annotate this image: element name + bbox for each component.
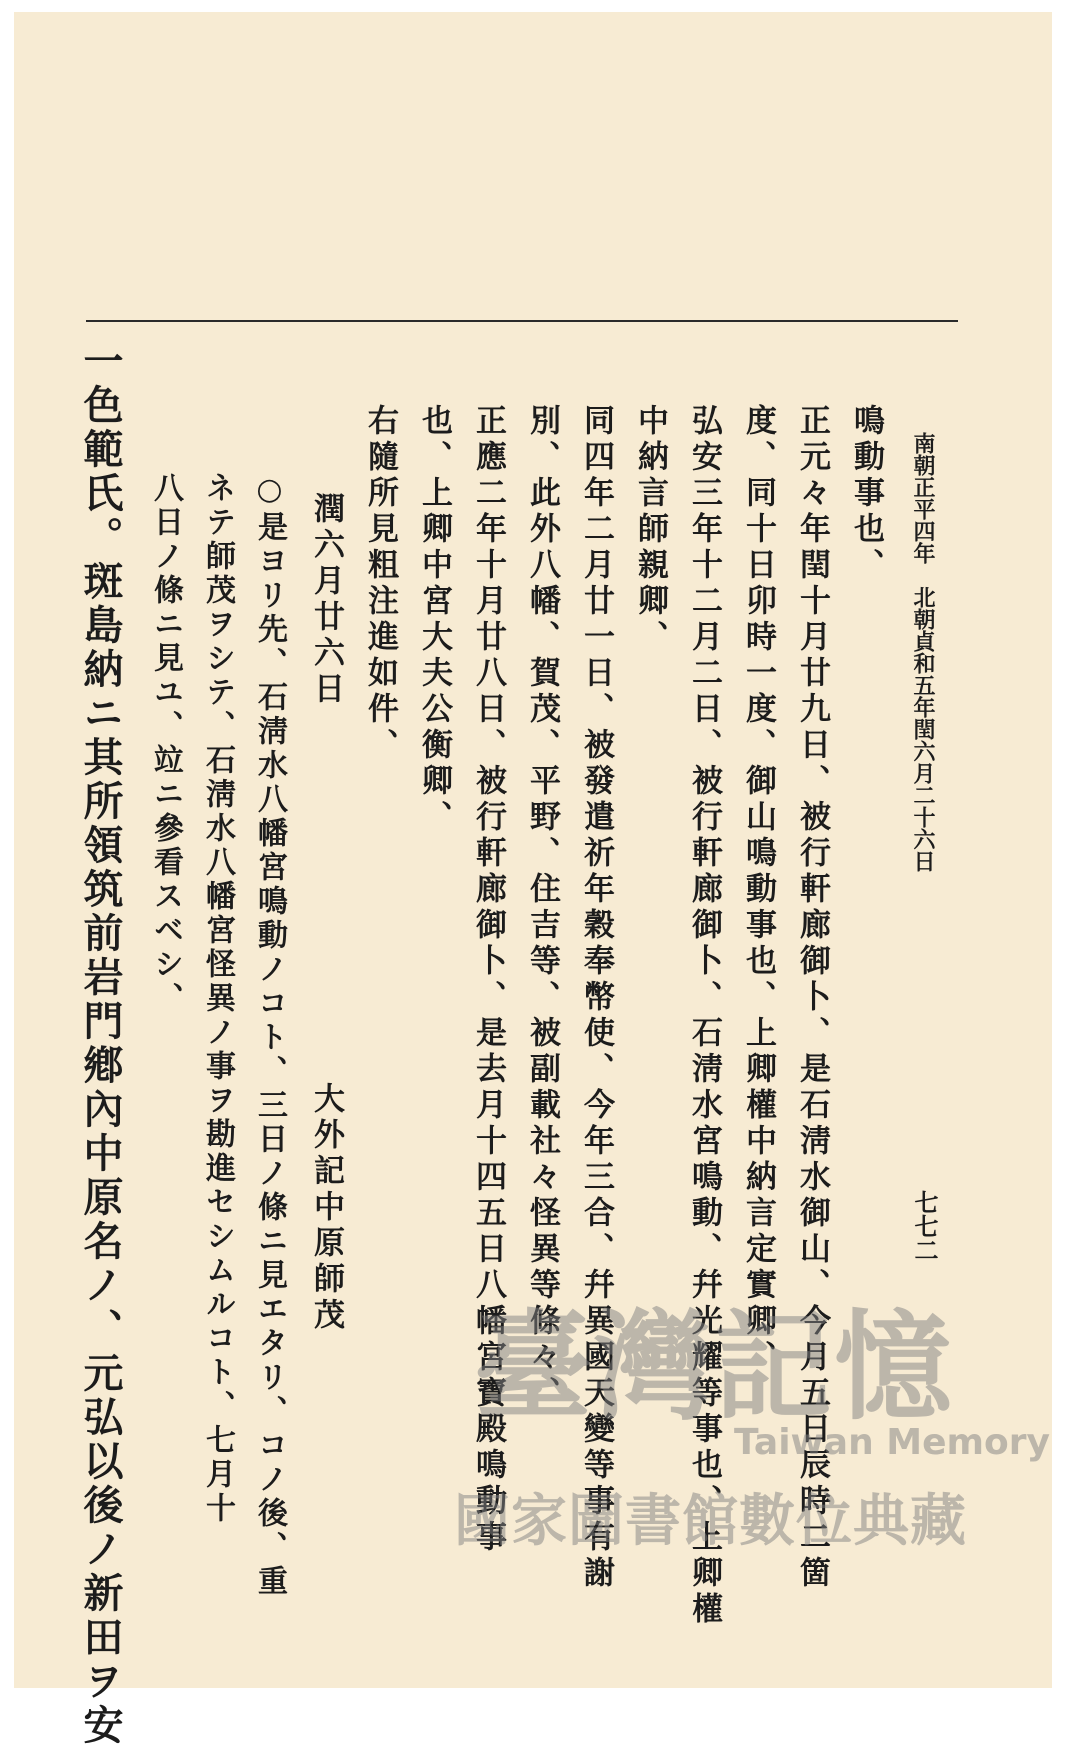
body-line-2: 正元々年閏十月廿九日、被行軒廊御卜、是石淸水御山、今月五日辰時二箇 xyxy=(794,404,830,1592)
editor-note-line-3: 八日ノ條ニ見ユ、竝ニ參看スベシ、 xyxy=(148,472,183,1016)
body-line-3: 度、同十日卯時一度、御山鳴動事也、上卿權中納言定實卿、 xyxy=(740,404,776,1376)
body-line-8: 正應二年十月廿八日、被行軒廊御卜、是去月十四五日八幡宮寶殿鳴動事 xyxy=(470,404,506,1556)
document-page xyxy=(14,12,1052,1748)
body-line-4: 弘安三年十二月二日、被行軒廊御卜、石淸水宮鳴動、幷光耀等事也、上卿權 xyxy=(686,404,722,1628)
running-header: 南朝正平四年 北朝貞和五年閏六月二十六日 xyxy=(910,432,936,872)
new-entry-heading: 一色範氏。斑島納ニ其所領筑前岩門鄕內中原名ノ、元弘以後ノ新田ヲ安 xyxy=(77,340,124,1748)
body-line-9: 也、上卿中宮大夫公衡卿、 xyxy=(416,404,452,836)
body-line-10: 右隨所見粗注進如件、 xyxy=(362,404,398,764)
watermark xyxy=(454,1272,1050,1672)
editor-note-line-2: ネテ師茂ヲシテ、石淸水八幡宮怪異ノ事ヲ勘進セシムルコト、七月十 xyxy=(200,472,235,1526)
section-divider xyxy=(86,320,958,322)
watermark-english: Taiwan Memory xyxy=(734,1422,1050,1463)
date-line: 潤六月廿六日 xyxy=(308,492,344,708)
body-line-7: 別、此外八幡、賀茂、平野、住吉等、被副載社々怪異等條々、 xyxy=(524,404,560,1412)
body-line-6: 同四年二月廿一日、被發遣祈年穀奉幣使、今年三合、幷異國天變等事有謝 xyxy=(578,404,614,1592)
watermark-title: 臺灣記憶 xyxy=(474,1297,955,1436)
watermark-subtitle: 國家圖書館數位典藏 xyxy=(454,1489,967,1554)
body-line-5: 中納言師親卿、 xyxy=(632,404,668,656)
editor-note-line-1: ○是ヨリ先、石淸水八幡宮鳴動ノコト、三日ノ條ニ見エタリ、コノ後、重 xyxy=(252,472,287,1599)
signature: 大外記中原師茂 xyxy=(308,1082,344,1334)
page-number: 七七二 xyxy=(910,1190,939,1262)
body-line-1: 鳴動事也、 xyxy=(848,404,884,584)
